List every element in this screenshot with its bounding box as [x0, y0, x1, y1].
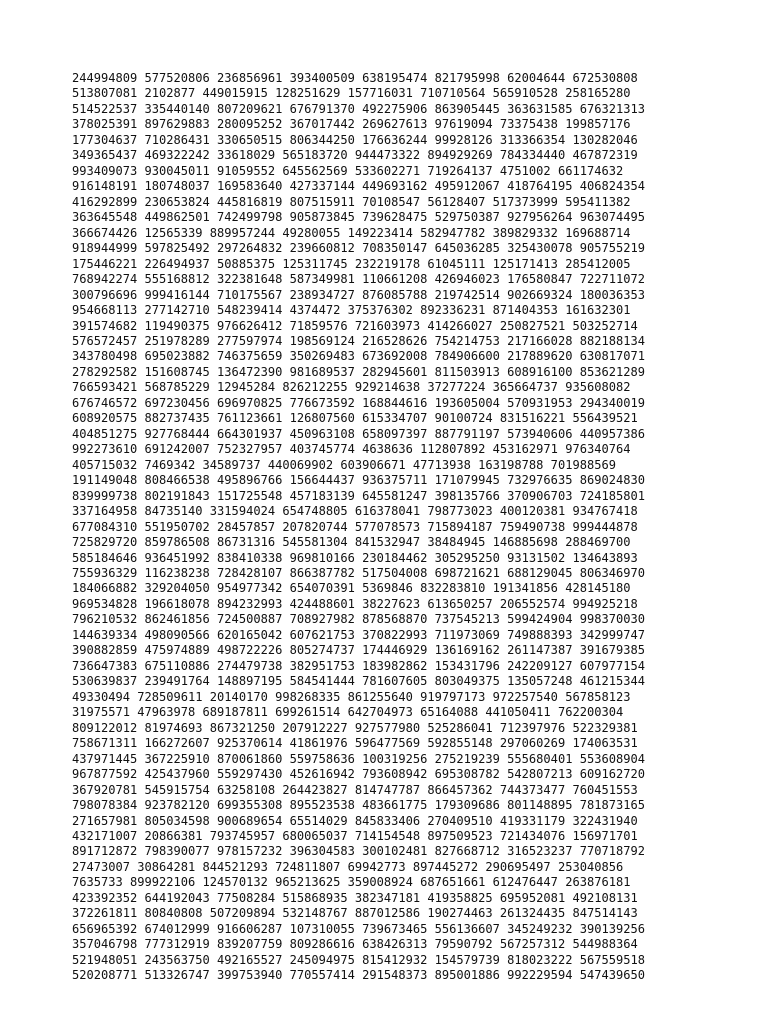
number-line: 954668113 277142710 548239414 4374472 375376302 892336231 871404353 161632301	[72, 303, 631, 318]
number-line: 390882859 475974889 498722226 805274737 174446929 136169162 261147387 391679385	[72, 643, 645, 658]
number-line: 839999738 802191843 151725548 457183139 645581247 398135766 370906703 724185801	[72, 488, 645, 503]
number-line: 766593421 568785229 12945284 826212255 929214638 37277224 365664737 935608082	[72, 380, 631, 395]
number-line: 736647383 675110886 274479738 382951753 183982862 153431796 242209127 607977154	[72, 658, 645, 673]
number-line: 798078384 923782120 699355308 895523538 483661775 179309686 801148895 781873165	[72, 798, 645, 813]
number-line: 367920781 545915754 63258108 264423827 814747787 866457362 744373477 760451553	[72, 782, 638, 797]
number-line: 191149048 808466538 495896766 156644437 936375711 171079945 732976635 869024830	[72, 473, 645, 488]
number-line: 513807081 2102877 449015915 128251629 157716031 710710564 565910528 258165280	[72, 86, 631, 101]
number-line: 521948051 243563750 492165527 245094975 815412932 154579739 818023222 567559518	[72, 952, 645, 967]
number-line: 891712872 798390077 978157232 396304583 300102481 827668712 316523237 770718792	[72, 844, 645, 859]
number-line: 391574682 119490375 976626412 71859576 721603973 414266027 250827521 503252714	[72, 318, 638, 333]
number-line: 177304637 710286431 330650515 806344250 176636244 99928126 313366354 130282046	[72, 132, 638, 147]
number-line: 423392352 644192043 77508284 515868935 382347181 419358825 695952081 492108131	[72, 890, 638, 905]
number-line: 530639837 239491764 148897195 584541444 781607605 803049375 135057248 461215344	[72, 674, 645, 689]
number-line: 184066882 329204050 954977342 654070391 5369846 832283810 191341856 428145180	[72, 581, 631, 596]
number-line: 372261811 80840808 507209894 532148767 887012586 190274463 261324435 847514143	[72, 906, 638, 921]
number-line: 271657981 805034598 900689654 65514029 845833406 270409510 419331179 322431940	[72, 813, 638, 828]
number-line: 809122012 81974693 867321250 207912227 927577980 525286041 712397976 522329381	[72, 720, 638, 735]
number-line: 378025391 897629883 280095252 367017442 269627613 97619094 73375438 199857176	[72, 117, 631, 132]
number-line: 796210532 862461856 724500887 708927982 878568870 737545213 599424904 998370030	[72, 612, 645, 627]
number-list	[72, 71, 752, 984]
number-line: 967877592 425437960 559297430 452616942 793608942 695308782 542807213 609162720	[72, 767, 645, 782]
number-line: 758671311 166272607 925370614 41861976 596477569 592855148 297060269 174063531	[72, 736, 638, 751]
number-line: 676746572 697230456 696970825 776673592 168844616 193605004 570931953 294340019	[72, 395, 645, 410]
number-line: 366674426 12565339 889957244 49280055 149223414 582947782 389829332 169688714	[72, 225, 631, 240]
number-line: 349365437 469322242 33618029 565183720 944473322 894929269 784334440 467872319	[72, 148, 638, 163]
number-line: 514522537 335440140 807209621 676791370 492275906 863905445 363631585 676321313	[72, 101, 645, 116]
number-line: 175446221 226494937 50885375 125311745 232219178 61045111 125171413 285412005	[72, 256, 631, 271]
number-line: 993409073 930045011 91059552 645562569 533602271 719264137 4751002 661174632	[72, 163, 624, 178]
number-line: 7635733 899922106 124570132 965213625 359008924 687651661 612476447 263876181	[72, 875, 631, 890]
number-line: 520208771 513326747 399753940 770557414 291548373 895001886 992229594 547439650	[72, 968, 645, 983]
number-line: 916148191 180748037 169583640 427337144 449693162 495912067 418764195 406824354	[72, 179, 645, 194]
number-line: 725829720 859786508 86731316 545581304 841532947 38484945 146885698 288469700	[72, 535, 631, 550]
number-line: 677084310 551950702 28457857 207820744 577078573 715894187 759490738 999444878	[72, 519, 638, 534]
number-line: 432171007 20866381 793745957 680065037 714154548 897509523 721434076 156971701	[72, 828, 638, 843]
number-line: 768942274 555168812 322381648 587349981 110661208 426946023 176580847 722711072	[72, 272, 645, 287]
number-line: 244994809 577520806 236856961 393400509 638195474 821795998 62004644 672530808	[72, 71, 638, 85]
number-line: 755936329 116238238 728428107 866387782 517504008 698721621 688129045 806346970	[72, 566, 645, 580]
number-line: 405715032 7469342 34589737 440069902 603906671 47713938 163198788 701988569	[72, 457, 616, 472]
number-line: 404851275 927768444 664301937 450963108 658097397 887791197 573940606 440957386	[72, 426, 645, 441]
number-line: 437971445 367225910 870061860 559758636 100319256 275219239 555680401 553608904	[72, 751, 645, 766]
number-line: 278292582 151608745 136472390 981689537 282945601 811503913 608916100 853621289	[72, 364, 645, 379]
number-line: 27473007 30864281 844521293 724811807 69942773 897445272 290695497 253040856	[72, 859, 624, 874]
number-line: 576572457 251978289 277597974 198569124 216528626 754214753 217166028 882188134	[72, 333, 645, 348]
number-line: 363645548 449862501 742499798 905873845 739628475 529750387 927956264 963074495	[72, 210, 645, 225]
number-line: 49330494 728509611 20140170 998268335 861255640 919797173 972257540 567858123	[72, 689, 631, 704]
number-line: 656965392 674012999 916606287 107310055 739673465 556136607 345249232 390139256	[72, 921, 645, 936]
number-line: 992273610 691242007 752327957 403745774 4638636 112807892 453162971 976340764	[72, 442, 631, 457]
number-line: 343780498 695023882 746375659 350269483 673692008 784906600 217889620 630817071	[72, 349, 645, 364]
number-line: 918944999 597825492 297264832 239660812 708350147 645036285 325430078 905755219	[72, 241, 645, 256]
number-line: 337164958 84735140 331594024 654748805 616378041 798773023 400120381 934767418	[72, 504, 638, 519]
number-line: 144639334 498090566 620165042 607621753 370822993 711973069 749888393 342999747	[72, 627, 645, 642]
number-line: 300796696 999416144 710175567 238934727 876085788 219742514 902669324 180036353	[72, 287, 645, 302]
number-line: 969534828 196618078 894232993 424488601 38227623 613650257 206552574 994925218	[72, 596, 638, 611]
number-line: 416292899 230653824 445816819 807515911 70108547 56128407 517373999 595411382	[72, 194, 631, 209]
number-line: 608920575 882737435 761123661 126807560 615334707 90100724 831516221 556439521	[72, 411, 638, 426]
number-line: 31975571 47963978 689187811 699261514 642704973 65164088 441050411 762200304	[72, 705, 624, 720]
number-line: 585184646 936451992 838410338 969810166 230184462 305295250 93131502 134643893	[72, 550, 638, 565]
number-line: 357046798 777312919 839207759 809286616 638426313 79590792 567257312 544988364	[72, 937, 638, 952]
